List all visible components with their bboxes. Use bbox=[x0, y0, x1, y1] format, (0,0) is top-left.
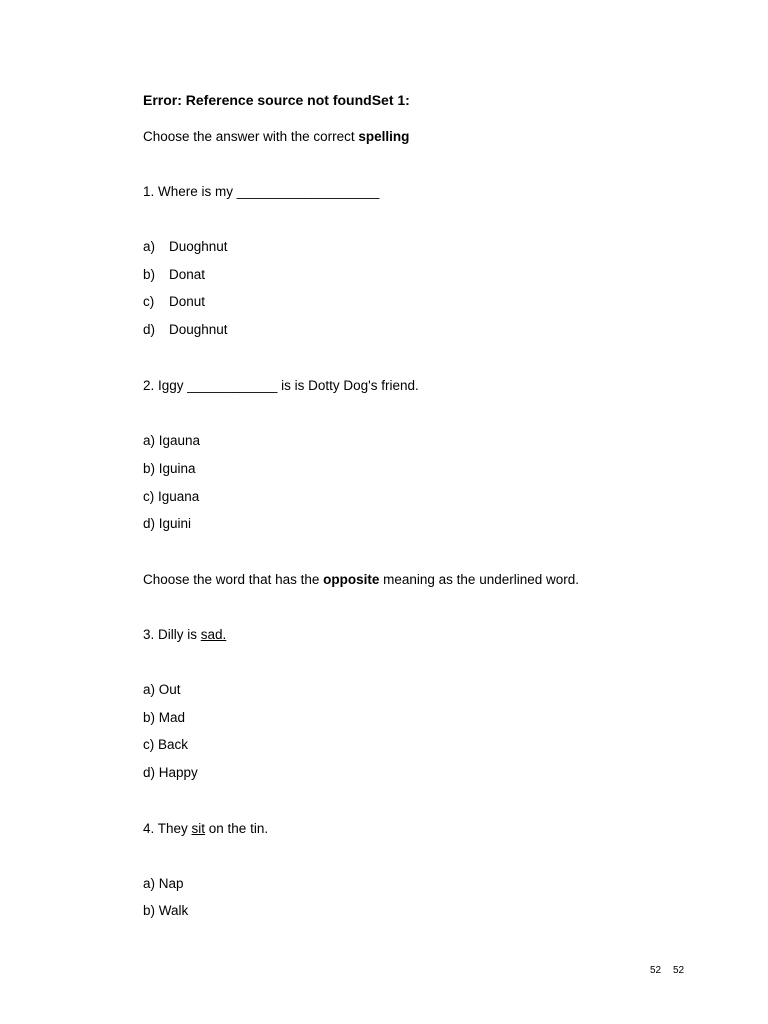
option-text: Doughnut bbox=[169, 322, 228, 337]
instruction-keyword: opposite bbox=[323, 572, 380, 587]
option-text: Donut bbox=[169, 294, 206, 309]
option-letter: b) bbox=[143, 267, 156, 282]
option-text: Duoghnut bbox=[169, 239, 228, 254]
q3-option-b: b) Mad bbox=[143, 710, 186, 725]
q2-option-a: a) Igauna bbox=[143, 433, 201, 448]
instruction-text: Choose the word that has the bbox=[143, 572, 324, 587]
page-number-total: 52 bbox=[673, 965, 685, 976]
question-3 bbox=[143, 627, 226, 643]
option-text: Donat bbox=[169, 267, 206, 282]
question-4 bbox=[143, 821, 268, 837]
question-2: 2. Iggy ____________ is is Dotty Dog's friend. bbox=[143, 378, 419, 393]
spelling-instruction bbox=[143, 129, 409, 145]
q2-option-c: c) Iguana bbox=[143, 489, 200, 504]
q1-option-a bbox=[143, 239, 228, 255]
question-text: 4. They bbox=[143, 821, 192, 836]
q3-option-c: c) Back bbox=[143, 737, 189, 752]
opposite-instruction bbox=[143, 572, 579, 588]
underlined-word: sit bbox=[191, 821, 206, 836]
q4-option-a: a) Nap bbox=[143, 876, 184, 891]
question-text: 3. Dilly is bbox=[143, 627, 201, 642]
question-text-end: on the tin. bbox=[205, 821, 269, 836]
q3-option-a: a) Out bbox=[143, 682, 181, 697]
option-letter: a) bbox=[143, 239, 156, 254]
instruction-keyword: spelling bbox=[358, 129, 410, 144]
q1-option-c bbox=[143, 294, 205, 310]
q3-option-d: d) Happy bbox=[143, 765, 198, 780]
page-number: 52 bbox=[650, 965, 662, 976]
instruction-text: Choose the answer with the correct bbox=[143, 129, 359, 144]
option-letter: c) bbox=[143, 294, 155, 309]
q1-option-b bbox=[143, 267, 205, 283]
q2-option-d: d) Iguini bbox=[143, 516, 192, 531]
instruction-text-end: meaning as the underlined word. bbox=[379, 572, 580, 587]
q2-option-b: b) Iguina bbox=[143, 461, 196, 476]
page-heading: Error: Reference source not foundSet 1: bbox=[143, 92, 410, 108]
question-1: 1. Where is my ___________________ bbox=[143, 184, 380, 199]
q1-option-d bbox=[143, 322, 228, 338]
option-letter: d) bbox=[143, 322, 156, 337]
q4-option-b: b) Walk bbox=[143, 903, 189, 918]
underlined-word: sad. bbox=[200, 627, 227, 642]
